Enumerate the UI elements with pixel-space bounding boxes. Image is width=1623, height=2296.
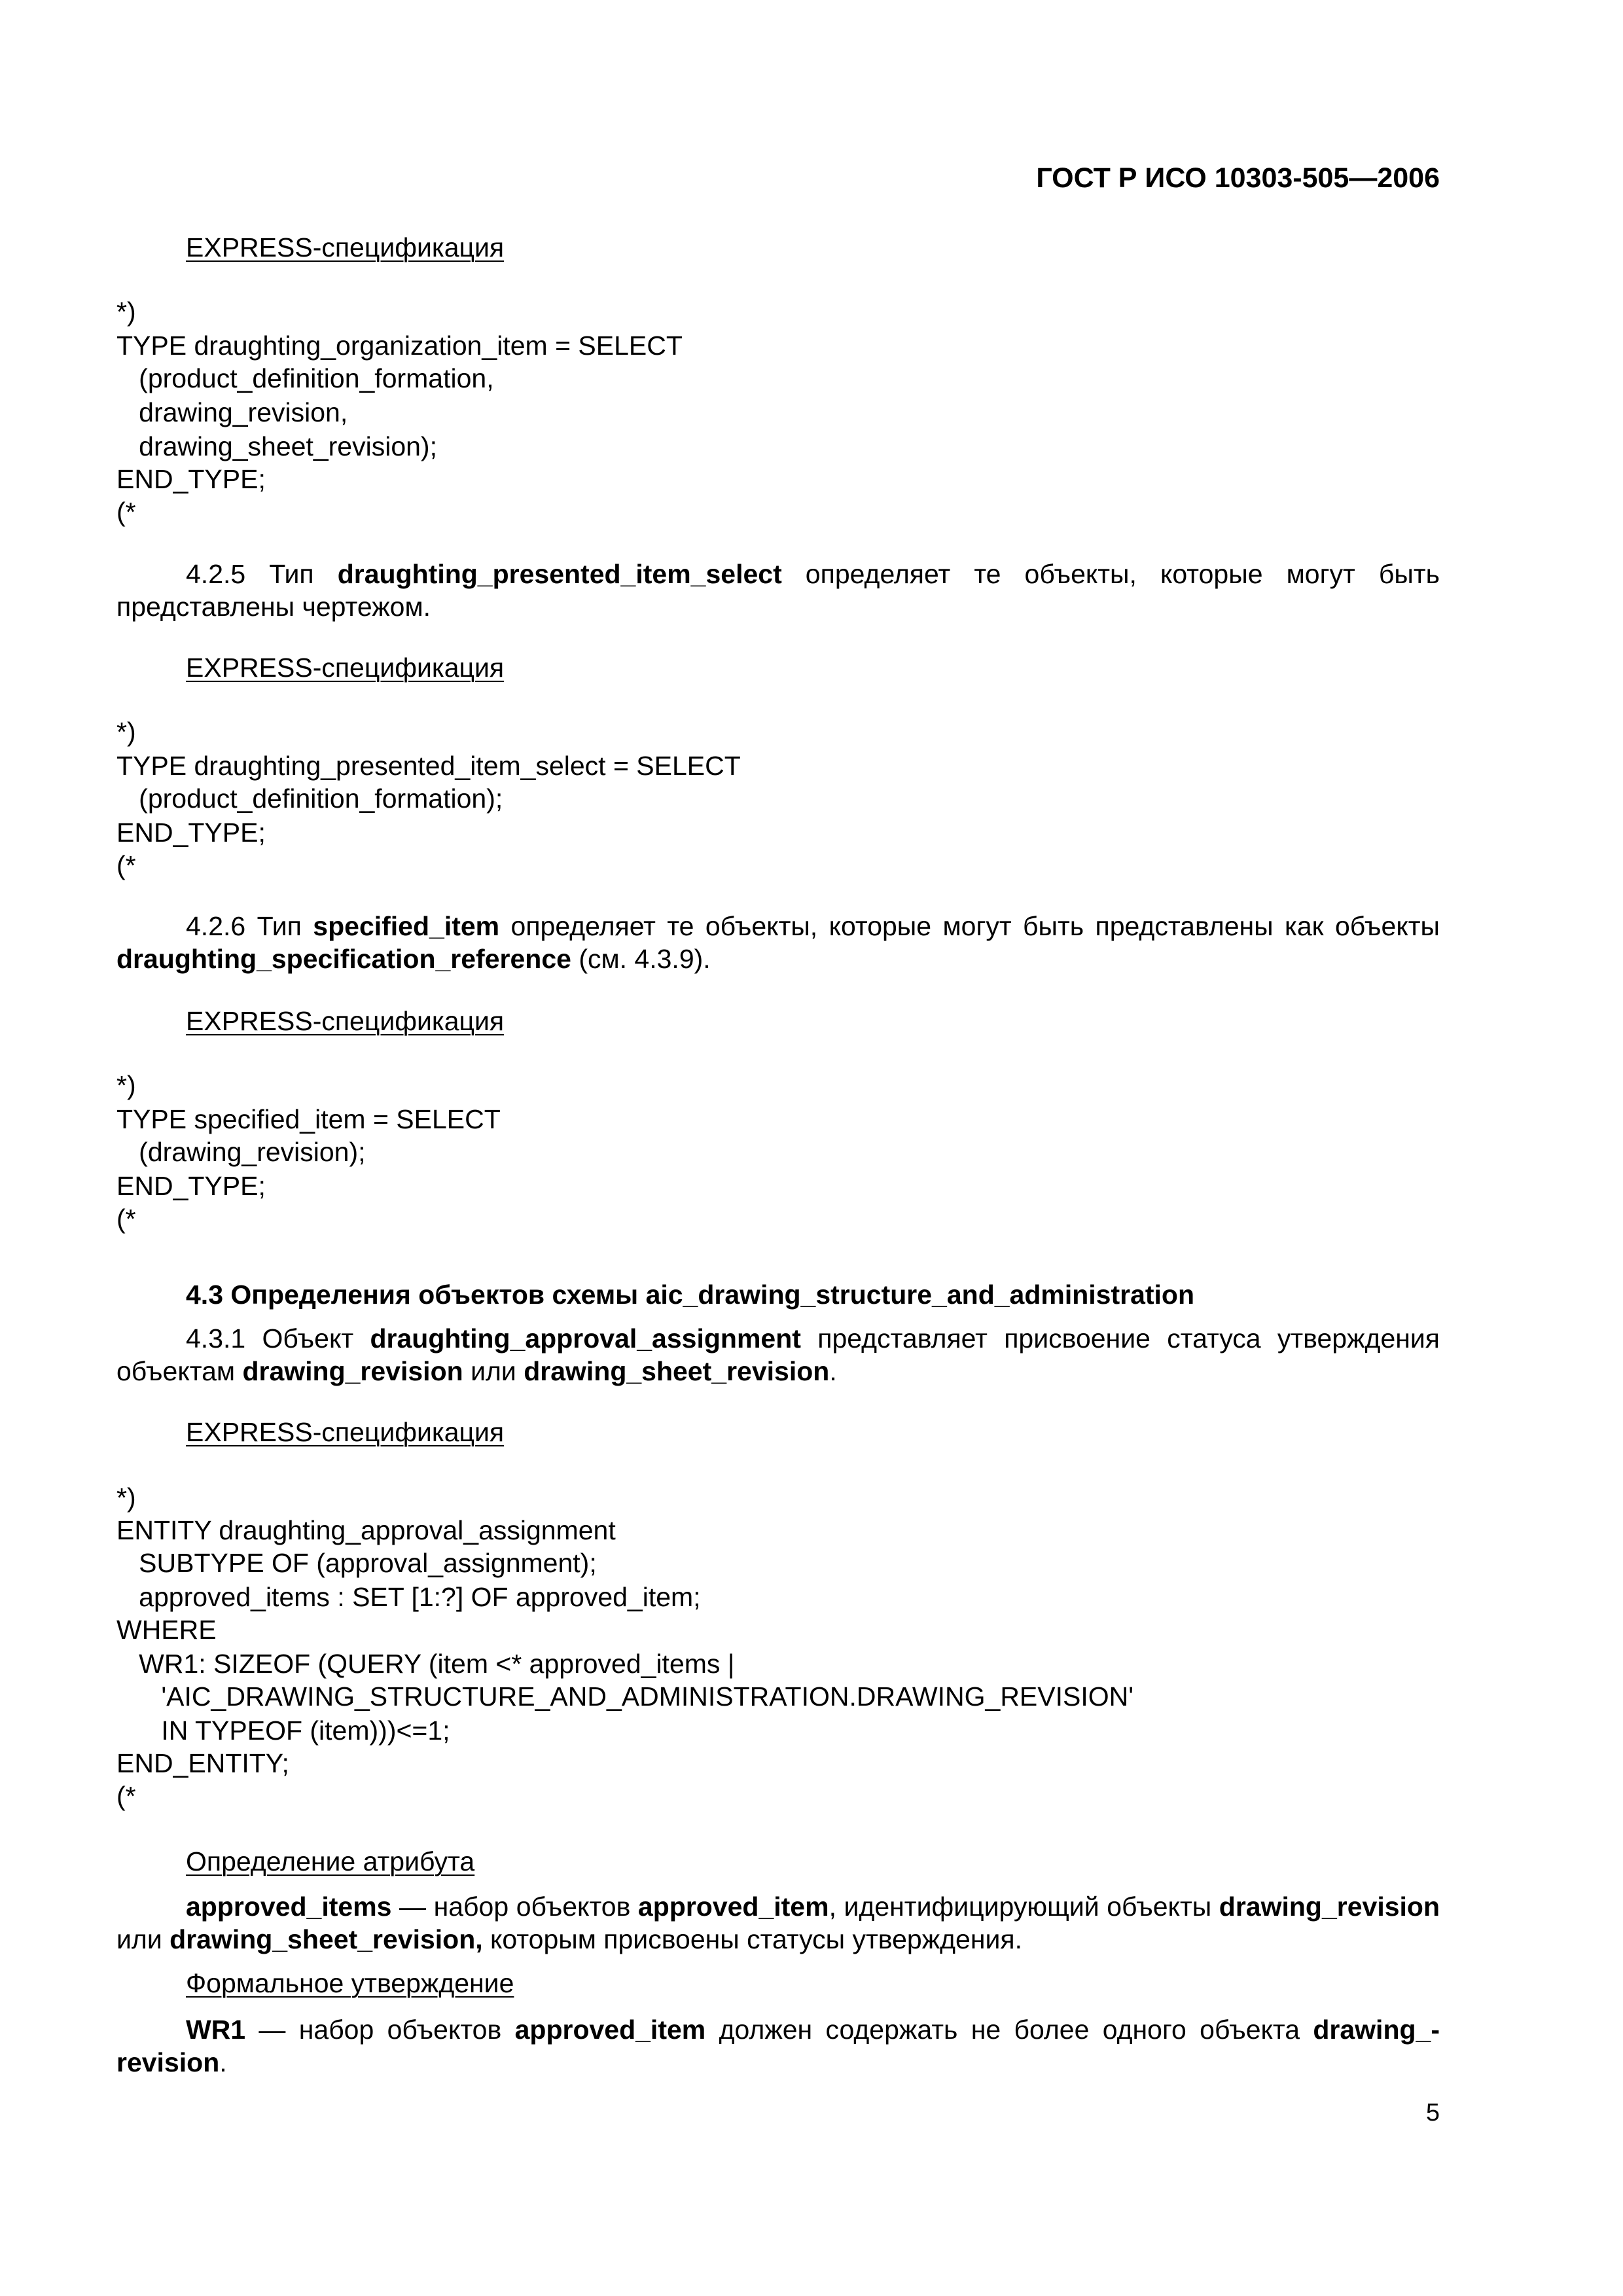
code-line: (product_definition_formation, [116, 363, 494, 393]
paragraph-4-2-6: 4.2.6 Тип specified_item определяет те объекты, которые могут быть представлены как объекты draughting_specification_reference (см. 4.3.9). [116, 911, 1440, 974]
section-4-3-heading: 4.3 Определения объектов схемы aic_drawing_structure_and_administration [186, 1280, 1195, 1310]
code-line: drawing_revision, [116, 397, 348, 427]
code-line: END_ENTITY; [116, 1748, 289, 1778]
code-line: *) [116, 1070, 136, 1100]
attribute-definition-paragraph: approved_items — набор объектов approved_item, идентифицирующий объекты drawing_revision или drawing_sheet_revision, которым присвоены статусы утверждения. [116, 1892, 1440, 1954]
code-line: 'AIC_DRAWING_STRUCTURE_AND_ADMINISTRATION.DRAWING_REVISION' [116, 1681, 1134, 1712]
paragraph-4-2-5: 4.2.5 Тип draughting_presented_item_select определяет те объекты, которые могут быть представлены чертежом. [116, 559, 1440, 622]
code-line: WHERE [116, 1615, 217, 1645]
code-line: IN TYPEOF (item)))<=1; [116, 1715, 450, 1746]
express-spec-label: EXPRESS-спецификация [186, 653, 505, 683]
code-line: TYPE specified_item = SELECT [116, 1104, 501, 1134]
express-spec-label: EXPRESS-спецификация [186, 1417, 505, 1447]
formal-statement-label: Формальное утверждение [186, 1968, 514, 1998]
code-line: END_TYPE; [116, 464, 266, 494]
document-header: ГОСТ Р ИСО 10303-505—2006 [1036, 162, 1440, 194]
code-line: approved_items : SET [1:?] OF approved_item; [116, 1582, 701, 1612]
code-line: *) [116, 296, 136, 327]
attribute-definition-label: Определение атрибута [186, 1846, 475, 1876]
page-number: 5 [1425, 2099, 1440, 2126]
code-line: TYPE draughting_presented_item_select = SELECT [116, 751, 741, 781]
code-line: (* [116, 497, 136, 527]
code-line: END_TYPE; [116, 1171, 266, 1201]
code-line: *) [116, 717, 136, 747]
formal-statement-paragraph: WR1 — набор объектов approved_item должен содержать не более одного объекта drawing_-revision. [116, 2015, 1440, 2077]
express-spec-label: EXPRESS-спецификация [186, 232, 505, 262]
code-line: (* [116, 1204, 136, 1234]
code-line: (* [116, 1781, 136, 1811]
code-line: (product_definition_formation); [116, 783, 503, 814]
code-line: (* [116, 850, 136, 880]
code-line: TYPE draughting_organization_item = SELECT [116, 331, 683, 361]
code-line: END_TYPE; [116, 817, 266, 848]
code-line: *) [116, 1482, 136, 1513]
code-line: SUBTYPE OF (approval_assignment); [116, 1548, 597, 1578]
paragraph-4-3-1: 4.3.1 Объект draughting_approval_assignment представляет присвоение статуса утверждения объектам drawing_revision или drawing_sheet_revision. [116, 1323, 1440, 1386]
code-line: drawing_sheet_revision); [116, 431, 437, 461]
code-line: WR1: SIZEOF (QUERY (item <* approved_items | [116, 1649, 735, 1679]
code-line: (drawing_revision); [116, 1137, 366, 1167]
express-spec-label: EXPRESS-спецификация [186, 1006, 505, 1036]
code-line: ENTITY draughting_approval_assignment [116, 1515, 616, 1545]
